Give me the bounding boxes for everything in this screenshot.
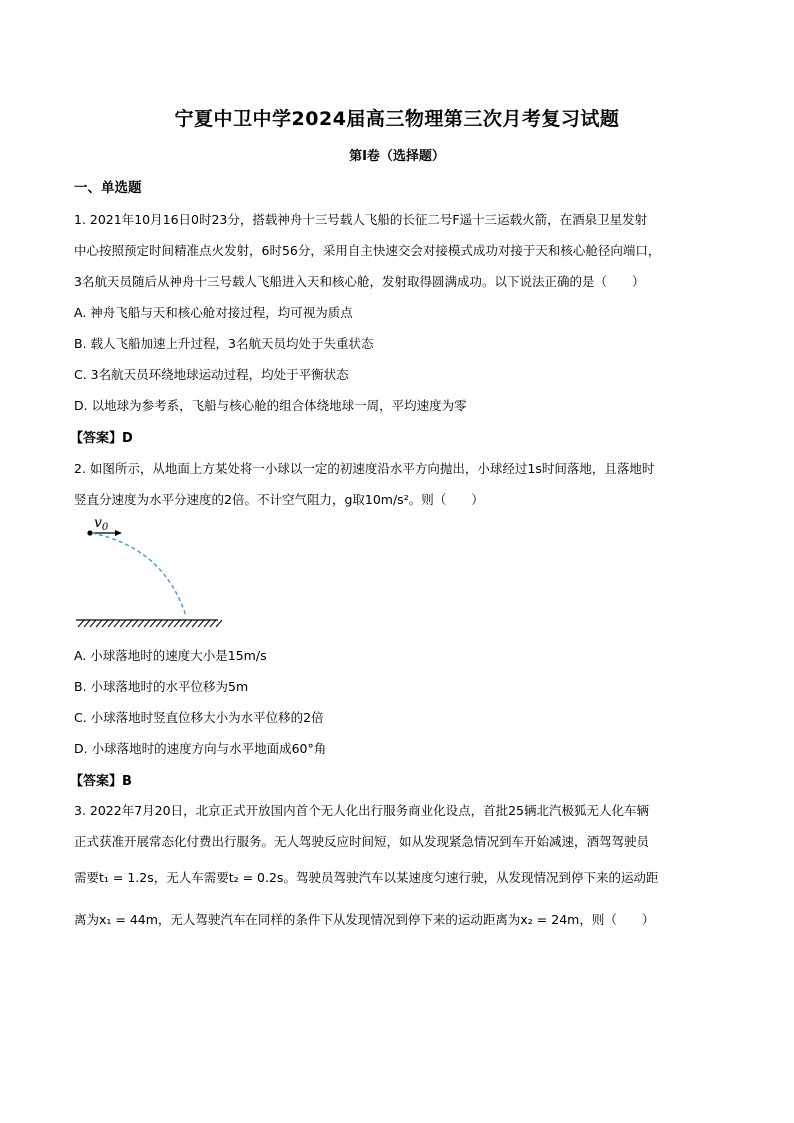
q3-text-line-4: 离为x₁ = 44m，无人驾驶汽车在同样的条件下从发现情况到停下来的运动距离为x₂ = 24m，则（ ） xyxy=(74,912,655,927)
q2-option-d: D. 小球落地时的速度方向与水平地面成60°角 xyxy=(74,741,327,756)
q3-text-line-1: 3. 2022年7月20日，北京正式开放国内首个无人化出行服务商业化设点，首批25辆北汽极狐无人化车辆 xyxy=(74,803,649,818)
v0-label: $v_0$ xyxy=(94,515,109,533)
q3-text-line-3: 需要t₁ = 1.2s，无人车需要t₂ = 0.2s。驾驶员驾驶汽车以某速度匀速行驶，从发现情况到停下来的运动距 xyxy=(74,870,659,885)
launch-point xyxy=(87,530,92,535)
q1-option-a: A. 神舟飞船与天和核心舱对接过程，均可视为质点 xyxy=(74,305,353,320)
hatch-mark xyxy=(198,620,204,627)
hatch-mark xyxy=(84,620,90,627)
trajectory-curve xyxy=(92,533,186,616)
hatch-mark xyxy=(150,620,156,627)
hatch-mark xyxy=(180,620,186,627)
q1-text-line-3: 3名航天员随后从神舟十三号载人飞船进入天和核心舱，发射取得圆满成功。以下说法正确的是（ ） xyxy=(74,274,645,289)
q1-text-line-2: 中心按照预定时间精准点火发射，6时56分，采用自主快速交会对接模式成功对接于天和核心舱径向端口， xyxy=(74,243,661,258)
hatch-mark xyxy=(174,620,180,627)
q1-answer: 【答案】D xyxy=(70,431,133,446)
q2-text-line-1: 2. 如图所示，从地面上方某处将一小球以一定的初速度沿水平方向抛出，小球经过1s时间落地，且落地时 xyxy=(74,461,655,476)
velocity-arrowhead xyxy=(115,530,122,536)
hatch-mark xyxy=(96,620,102,627)
hatch-mark xyxy=(216,620,222,627)
section-heading: 一、单选题 xyxy=(74,180,142,196)
page-subtitle: 第Ⅰ卷（选择题） xyxy=(349,149,445,164)
ground-hatching xyxy=(78,620,222,627)
q2-answer: 【答案】B xyxy=(70,774,132,789)
hatch-mark xyxy=(126,620,132,627)
hatch-mark xyxy=(90,620,96,627)
hatch-mark xyxy=(132,620,138,627)
hatch-mark xyxy=(138,620,144,627)
q2-option-c: C. 小球落地时竖直位移大小为水平位移的2倍 xyxy=(74,710,324,725)
page-title: 宁夏中卫中学2024届高三物理第三次月考复习试题 xyxy=(174,108,620,130)
q2-option-a: A. 小球落地时的速度大小是15m/s xyxy=(74,648,267,663)
hatch-mark xyxy=(186,620,192,627)
q1-text-line-1: 1. 2021年10月16日0时23分，搭载神舟十三号载人飞船的长征二号F遥十三运载火箭，在酒泉卫星发射 xyxy=(74,212,648,227)
hatch-mark xyxy=(156,620,162,627)
hatch-mark xyxy=(162,620,168,627)
q1-option-d: D. 以地球为参考系，飞船与核心舱的组合体绕地球一周，平均速度为零 xyxy=(74,398,467,413)
hatch-mark xyxy=(192,620,198,627)
q2-text-line-2: 竖直分速度为水平分速度的2倍。不计空气阻力，g取10m/s²。则（ ） xyxy=(74,492,484,507)
q1-option-b: B. 载人飞船加速上升过程，3名航天员均处于失重状态 xyxy=(74,336,374,351)
hatch-mark xyxy=(144,620,150,627)
projectile-figure xyxy=(74,512,224,632)
hatch-mark xyxy=(78,620,84,627)
hatch-mark xyxy=(102,620,108,627)
hatch-mark xyxy=(120,620,126,627)
hatch-mark xyxy=(114,620,120,627)
q2-option-b: B. 小球落地时的水平位移为5m xyxy=(74,679,249,694)
hatch-mark xyxy=(168,620,174,627)
hatch-mark xyxy=(204,620,210,627)
q3-text-line-2: 正式获准开展常态化付费出行服务。无人驾驶反应时间短，如从发现紧急情况到车开始减速，酒驾驾驶员 xyxy=(74,834,650,849)
hatch-mark xyxy=(210,620,216,627)
hatch-mark xyxy=(108,620,114,627)
q1-option-c: C. 3名航天员环绕地球运动过程，均处于平衡状态 xyxy=(74,367,349,382)
